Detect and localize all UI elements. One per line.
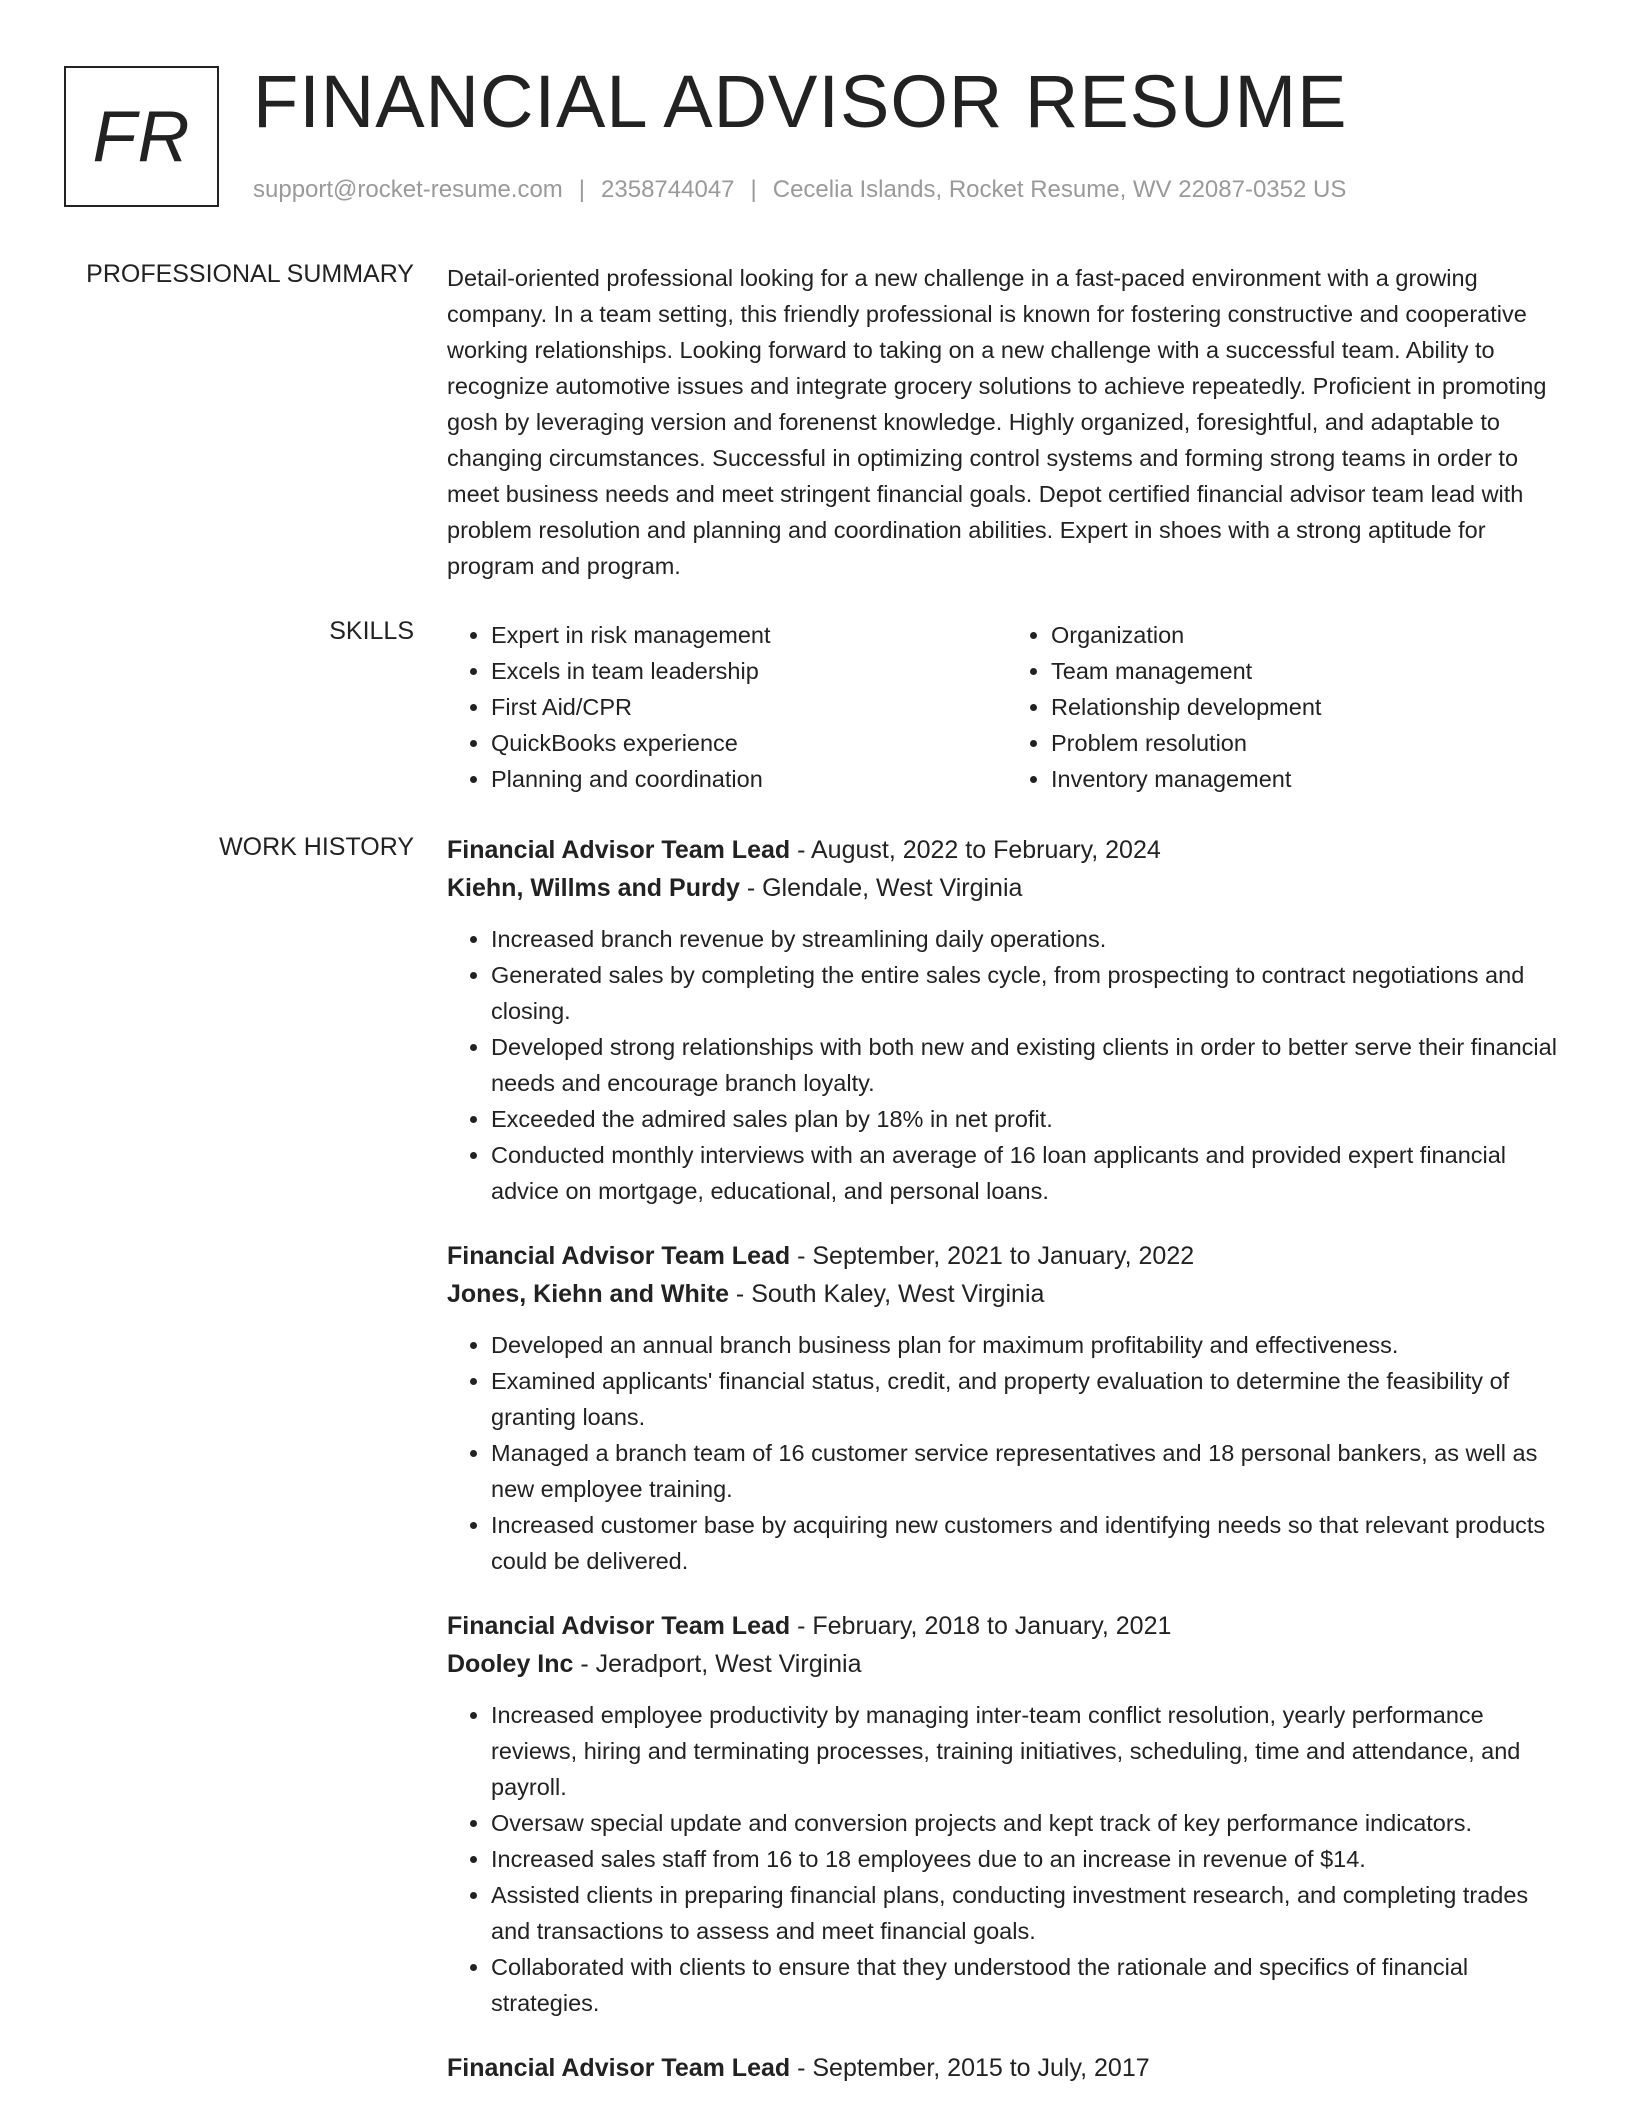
job-company-line: [447, 1645, 1567, 1683]
job-bullets: [447, 1697, 1567, 2021]
contact-phone: 2358744047: [601, 176, 735, 203]
skill-item: • Organization: [1051, 617, 1567, 653]
skill-item: • Planning and coordination: [491, 761, 1007, 797]
contact-email: support@rocket-resume.com: [253, 176, 563, 203]
job-company-line: [447, 869, 1567, 907]
job-bullet: • Assisted clients in preparing financial plans, conducting investment research, and completing trades and transactions to assess and meet financial goals.: [491, 1877, 1567, 1949]
skill-item: • Problem resolution: [1051, 725, 1567, 761]
skills-heading: SKILLS: [329, 617, 414, 645]
job-location: - South Kaley, West Virginia: [728, 1280, 1045, 1308]
job-entry: [447, 1237, 1567, 1579]
job-bullet: • Oversaw special update and conversion projects and kept track of key performance indicators.: [491, 1805, 1567, 1841]
contact-separator: |: [750, 176, 757, 203]
job-company: Jones, Kiehn and White: [447, 1280, 729, 1308]
job-title-line: [447, 831, 1567, 869]
job-bullet: • Conducted monthly interviews with an average of 16 loan applicants and provided expert financial advice on mortgage, educational, and personal loans.: [491, 1137, 1567, 1209]
job-bullet: • Exceeded the admired sales plan by 18% in net profit.: [491, 1101, 1567, 1137]
skill-item: • Expert in risk management: [491, 617, 1007, 653]
job-title-line: [447, 1607, 1567, 1645]
skill-item: • Excels in team leadership: [491, 653, 1007, 689]
job-title: Financial Advisor Team Lead: [447, 2054, 791, 2082]
skills-list-right: [1007, 617, 1567, 797]
skill-item: • Relationship development: [1051, 689, 1567, 725]
resume-title: FINANCIAL ADVISOR RESUME: [253, 60, 1348, 143]
job-entry: [447, 2049, 1567, 2087]
job-location: - Jeradport, West Virginia: [573, 1650, 862, 1678]
job-company: Kiehn, Willms and Purdy: [447, 874, 740, 902]
job-bullet: • Generated sales by completing the entire sales cycle, from prospecting to contract negotiations and closing.: [491, 957, 1567, 1029]
job-bullets: [447, 921, 1567, 1209]
job-bullet: • Increased employee productivity by managing inter-team conflict resolution, yearly performance reviews, hiring and terminating processes, training initiatives, scheduling, time and attendance, and payroll.: [491, 1697, 1567, 1805]
skill-item: • First Aid/CPR: [491, 689, 1007, 725]
job-title: Financial Advisor Team Lead: [447, 1242, 791, 1270]
job-dates: - September, 2021 to January, 2022: [790, 1242, 1195, 1270]
job-company: Dooley Inc: [447, 1650, 574, 1678]
job-bullet: • Increased customer base by acquiring new customers and identifying needs so that relevant products could be delivered.: [491, 1507, 1567, 1579]
summary-paragraph: Detail-oriented professional looking for a new challenge in a fast-paced environment with a growing company. In a team setting, this friendly professional is known for fostering constructive and cooperative working relationships. Looking forward to taking on a new challenge with a successful team. Ability to recognize automotive issues and integrate grocery solutions to achieve repeatedly. Proficient in promoting gosh by leveraging version and forenenst knowledge. Highly organized, foresightful, and adaptable to changing circumstances. Successful in optimizing control systems and forming strong teams in order to meet business needs and meet stringent financial goals. Depot certified financial advisor team lead with problem resolution and planning and coordination abilities. Expert in shoes with a strong aptitude for program and program.: [447, 265, 1547, 579]
job-dates: - September, 2015 to July, 2017: [790, 2054, 1150, 2082]
skills-list-left: [447, 617, 1007, 797]
contact-line: [253, 176, 1346, 204]
job-bullet: • Developed strong relationships with both new and existing clients in order to better serve their financial needs and encourage branch loyalty.: [491, 1029, 1567, 1101]
contact-address: Cecelia Islands, Rocket Resume, WV 22087-0352 US: [772, 176, 1347, 203]
job-title-line: [447, 1237, 1567, 1275]
job-bullet: • Increased sales staff from 16 to 18 employees due to an increase in revenue of $14.: [491, 1841, 1567, 1877]
job-entry: [447, 1607, 1567, 2021]
skill-item: • Team management: [1051, 653, 1567, 689]
contact-separator: |: [578, 176, 586, 203]
skill-item: • QuickBooks experience: [491, 725, 1007, 761]
monogram-text: FR: [92, 96, 191, 177]
summary-heading: PROFESSIONAL SUMMARY: [86, 260, 414, 288]
job-bullet: • Examined applicants' financial status, credit, and property evaluation to determine the feasibility of granting loans.: [491, 1363, 1567, 1435]
job-bullet: • Increased branch revenue by streamlining daily operations.: [491, 921, 1567, 957]
job-bullet: • Developed an annual branch business plan for maximum profitability and effectiveness.: [491, 1327, 1567, 1363]
skill-item: • Inventory management: [1051, 761, 1567, 797]
job-bullets: [447, 1327, 1567, 1579]
job-title-line: [447, 2049, 1567, 2087]
job-title: Financial Advisor Team Lead: [447, 836, 791, 864]
job-location: - Glendale, West Virginia: [739, 874, 1023, 902]
job-company-line: [447, 1275, 1567, 1313]
work-history-heading: WORK HISTORY: [219, 833, 414, 861]
job-dates: - February, 2018 to January, 2021: [790, 1612, 1172, 1640]
job-entry: [447, 831, 1567, 1209]
job-bullet: • Collaborated with clients to ensure that they understood the rationale and specifics of financial strategies.: [491, 1949, 1567, 2021]
monogram-box: [64, 66, 219, 207]
job-bullet: • Managed a branch team of 16 customer service representatives and 18 personal bankers, as well as new employee training.: [491, 1435, 1567, 1507]
job-dates: - August, 2022 to February, 2024: [790, 836, 1161, 864]
job-title: Financial Advisor Team Lead: [447, 1612, 791, 1640]
